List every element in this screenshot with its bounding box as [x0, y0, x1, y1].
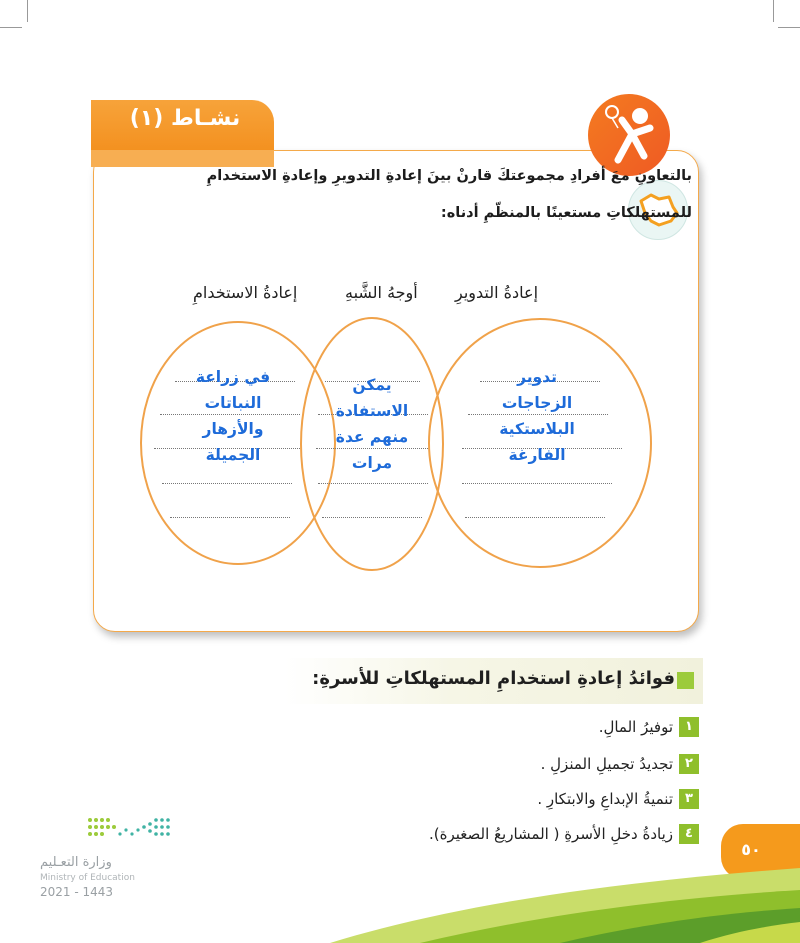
- heading-similarities: أوجهُ الشَّبهِ: [345, 283, 418, 302]
- list-number: ٢: [679, 754, 699, 774]
- instruction-line-2: للمستهلكاتِ مستعينًا بالمنظّمِ أدناه:: [440, 205, 692, 221]
- instruction-line-1: بالتعاونِ معَ أفرادِ مجموعتكَ قارنْ بينَ إعادةِ التدويرِ وإعادةِ الاستخدامِ: [206, 168, 692, 184]
- heading-recycling: إعادةُ التدويرِ: [455, 283, 539, 302]
- ministry-name-en: Ministry of Education: [40, 873, 135, 883]
- answer-line: تدوير: [517, 368, 557, 386]
- list-number: ٣: [679, 789, 699, 809]
- page-number: ٥٠: [741, 840, 761, 859]
- list-text: زيادةُ دخلِ الأسرةِ ( المشاريعُ الصغيرة).: [429, 825, 673, 843]
- answer-line: البلاستكية: [499, 420, 575, 438]
- answer-line: يمكن: [352, 376, 392, 394]
- benefits-title: فوائدُ إعادةِ استخدامِ المستهلكاتِ للأسرةِ:: [312, 668, 675, 689]
- ministry-name-ar: وزارة التعـليم: [40, 855, 112, 870]
- activity-title: نشـاط (١): [129, 106, 241, 131]
- answer-line: والأزهار: [202, 420, 264, 438]
- answer-line: الاستفادة: [335, 402, 409, 420]
- list-number: ١: [679, 717, 699, 737]
- answer-line: مرات: [351, 454, 393, 472]
- list-number: ٤: [679, 824, 699, 844]
- answer-line: الفارغة: [508, 446, 566, 464]
- answer-line: في زراعة: [195, 368, 271, 386]
- list-text: تنميةُ الإبداعِ والابتكارِ .: [537, 790, 673, 808]
- answer-line: الجميلة: [205, 446, 261, 464]
- heading-reuse: إعادةُ الاستخدامِ: [193, 283, 298, 302]
- answer-line: منهم عدة: [335, 428, 409, 446]
- list-text: توفيرُ المالِ.: [598, 718, 673, 736]
- ministry-year: 2021 - 1443: [40, 885, 114, 899]
- answer-line: الزجاجات: [501, 394, 573, 412]
- list-text: تجديدُ تجميلِ المنزلِ .: [540, 755, 673, 773]
- answer-line: النباتات: [204, 394, 262, 412]
